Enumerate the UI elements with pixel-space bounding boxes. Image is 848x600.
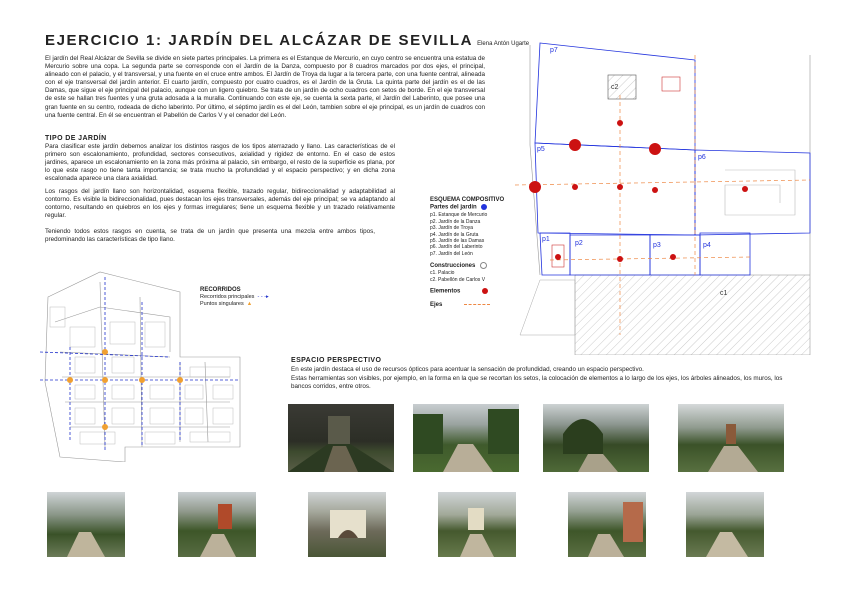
construcciones-label: Construcciones (430, 263, 476, 270)
label-p6: p6 (698, 154, 706, 161)
garden-photo (47, 492, 125, 557)
parte-item: p3. Jardín de Troya (430, 225, 474, 232)
parte-item: p4. Jardín de la Gruta (430, 231, 479, 238)
partes-label: Partes del jardín (430, 204, 477, 211)
element-fountain (569, 139, 581, 151)
author-name: Elena Antón Ugarte (477, 41, 530, 47)
part-p6 (695, 150, 810, 235)
construcciones-swatch (480, 262, 487, 269)
palace-c1 (575, 275, 810, 355)
tipo-paragraph-2: Los rasgos del jardín llano son horizontalidad, esquema flexible, trazado regular, bidireccionalidad y adaptabilidad al contorno. Es visible la bidireccionalidad, pues destacan los ejes transversales, además del eje principal; se va adaptando al contorno, resultando en quiebros en los ejes y formas irregulares; tiene un esquema flexible y un trazado relativamente regular. (45, 188, 395, 220)
esquema-heading: ESQUEMA COMPOSITIVO (430, 197, 505, 203)
recorridos-heading: RECORRIDOS (200, 287, 241, 293)
label-p7: p7 (550, 47, 558, 54)
tipo-heading: TIPO DE JARDÍN (45, 135, 107, 142)
element-fountain (652, 187, 658, 193)
esquema-plan (510, 35, 830, 355)
garden-photo (178, 492, 256, 557)
page-title (45, 32, 529, 49)
element-fountain (649, 143, 661, 155)
intro-paragraph: El jardín del Real Alcázar de Sevilla se divide en siete partes principales. La primera es el Estanque de Mercurio, en cuyo centro se encuentra una estatua de Mercurio sobre una copa. La segunda parte se corresponde con el Jardín de la Danza, compuesto por 8 cuadros marcados por dos ejes, el principal, alineado con el palacio, y el transversal, y una fuente en el cruce entre ambos. El Jardín de Troya da lugar a la tercera parte, con una fuente central, alineada con el eje transversal del jardín anterior. El cuarto jardín, compuesto por cuatro cuadros, es el Jardín de la Gruta. La quinta parte del jardín es el de las Damas, que sigue el eje principal del palacio, aunque con un ligero quiebro. Se trata de un jardín de ocho cuadros con setos de borde. En el eje transversal de este se hallan tres fuentes y una gruta adosada a la muralla. Continuando con este eje, se cuenta la sexta parte, el Jardín del Laberinto, que posee una gran fuente en su centro, rodeada de dicho laberinto. Por último, el séptimo jardín es el del León, tambien sobre el eje principal, es un jardín de cuadros con una fuente central. En él se encuentran el Pabellón de Carlos V y el cenador del León. (45, 55, 485, 119)
garden-photo (678, 404, 784, 472)
parte-item: p7. Jardín del León (430, 250, 473, 257)
perspectivo-line-1: En este jardín destaca el uso de recursos ópticos para acentuar la sensación de profundidad, creando un espacio perspectivo. (291, 366, 644, 373)
singular-point (102, 377, 108, 383)
singular-point (102, 424, 108, 430)
parte-item: p5. Jardín de las Damas (430, 238, 485, 245)
perspectivo-line-2: Estas herramientas son visibles, por ejemplo, en la forma en la que se recortan los setos, la colocación de elementos a lo largo de los ejes, los árboles alineados, los muros, los bancos corridos, entre otros. (291, 375, 783, 390)
legend-item-puntos: Puntos singulares (200, 301, 244, 307)
element-fountain (529, 181, 541, 193)
parte-item: p6. Jardín del Laberinto (430, 244, 483, 251)
elementos-label: Elementos (430, 288, 461, 295)
label-p1: p1 (542, 236, 550, 243)
garden-photo (543, 404, 649, 472)
elementos-swatch (482, 288, 488, 294)
garden-photo (413, 404, 519, 472)
singular-point (139, 377, 145, 383)
legend-item-recorridos: Recorridos principales (200, 294, 255, 300)
element-fountain (742, 186, 748, 192)
parte-item: p1. Estanque de Mercurio (430, 212, 488, 219)
garden-photo (686, 492, 764, 557)
part-p5 (535, 143, 695, 235)
tipo-paragraph-3: Teniendo todos estos rasgos en cuenta, se trata de un jardín que presenta una mezcla entre ambos tipos, predominando las características de tipo llano. (45, 228, 375, 244)
tipo-paragraph-1: Para clasificar este jardín debemos analizar los distintos rasgos de los tipos aterrazado y llano. Las características de el primero son escalonamiento, profundidad, sectores consecutivos, axialidad y rigidez de entorno. En el caso de estos jardines, aparece un escalonamiento en la zona más próxima al palacio, sin embargo, el resto de la superficie es plana, por lo que este rasgo no tiene tanta importancia; se trata mucho la profundidad y el espacio perspectivo; y en dicha zona escalonada aparece una clara axialidad. (45, 143, 395, 183)
element-fountain (572, 184, 578, 190)
label-p2: p2 (575, 240, 583, 247)
element-fountain (617, 120, 623, 126)
part-p4 (700, 233, 750, 275)
label-c1: c1 (720, 290, 728, 297)
ejes-swatch (464, 304, 490, 305)
partes-swatch (481, 204, 487, 210)
singular-point (67, 377, 73, 383)
garden-photo (438, 492, 516, 557)
parte-item: p2. Jardín de la Danza (430, 218, 481, 225)
label-p4: p4 (703, 242, 711, 249)
garden-photo (308, 492, 386, 557)
garden-photo (288, 404, 394, 472)
element-fountain (670, 254, 676, 260)
garden-photo (568, 492, 646, 557)
axis (515, 180, 810, 185)
ejes-label: Ejes (430, 301, 443, 308)
recorridos-legend: RECORRIDOS Recorridos principales - - -▸ Puntos singulares ▲ (200, 287, 269, 307)
label-p3: p3 (653, 242, 661, 249)
construccion-item: c2. Pabellón de Carlos V (430, 276, 486, 283)
title-text: EJERCICIO 1: JARDÍN DEL ALCÁZAR DE SEVILLA (45, 32, 474, 49)
label-p5: p5 (537, 146, 545, 153)
singular-point (102, 349, 108, 355)
element-fountain (617, 256, 623, 262)
element-fountain (555, 254, 561, 260)
construccion-item: c1. Palacio (430, 270, 455, 277)
element-fountain (617, 184, 623, 190)
singular-point (177, 377, 183, 383)
label-c2: c2 (611, 84, 619, 91)
perspectivo-heading: ESPACIO PERSPECTIVO (291, 357, 382, 364)
